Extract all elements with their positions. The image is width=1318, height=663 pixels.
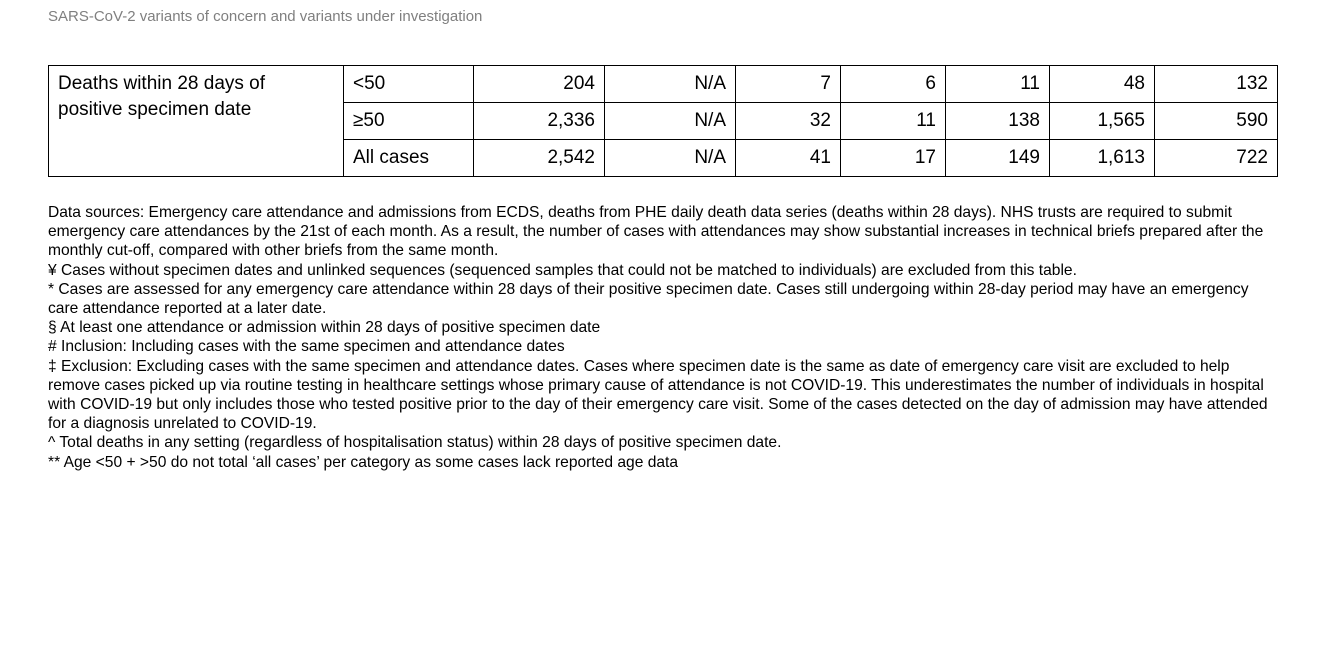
- value-cell: N/A: [605, 66, 736, 103]
- row-header-deaths: Deaths within 28 days of positive specimen date: [49, 66, 344, 177]
- page-header: SARS-CoV-2 variants of concern and variants under investigation: [48, 8, 483, 25]
- footnote-caret: ^ Total deaths in any setting (regardless of hospitalisation status) within 28 days of positive specimen date.: [48, 434, 782, 452]
- value-cell: 590: [1155, 103, 1278, 140]
- value-cell: 32: [736, 103, 841, 140]
- value-cell: 6: [841, 66, 946, 103]
- value-cell: N/A: [605, 140, 736, 177]
- value-cell: 7: [736, 66, 841, 103]
- value-cell: 2,542: [474, 140, 605, 177]
- value-cell: 48: [1050, 66, 1155, 103]
- value-cell: 149: [946, 140, 1050, 177]
- value-cell: 138: [946, 103, 1050, 140]
- value-cell: 1,565: [1050, 103, 1155, 140]
- age-group-cell: <50: [344, 66, 474, 103]
- footnotes: [48, 203, 1278, 472]
- age-group-cell: All cases: [344, 140, 474, 177]
- value-cell: 2,336: [474, 103, 605, 140]
- value-cell: 11: [841, 103, 946, 140]
- value-cell: 1,613: [1050, 140, 1155, 177]
- value-cell: 41: [736, 140, 841, 177]
- value-cell: 17: [841, 140, 946, 177]
- value-cell: N/A: [605, 103, 736, 140]
- footnote-asterisk: * Cases are assessed for any emergency care attendance within 28 days of their positive specimen date. Cases still undergoing within 28-day period may have an emergency care attendance reported at a later date.: [48, 280, 1249, 318]
- value-cell: 132: [1155, 66, 1278, 103]
- footnote-hash: # Inclusion: Including cases with the same specimen and attendance dates: [48, 338, 565, 356]
- value-cell: 722: [1155, 140, 1278, 177]
- footnote-double-dagger: ‡ Exclusion: Excluding cases with the same specimen and attendance dates. Cases where specimen date is the same as date of emergency care visit are excluded to help remove cases picked up via routine testing in healthcare settings whose primary cause of attendance is not COVID-19. This underestimates the number of individuals in hospital with COVID-19 but only includes those who tested positive prior to the day of their emergency care visit. Some of the cases detected on the day of admission may have attended for a diagnosis unrelated to COVID-19.: [48, 357, 1268, 433]
- footnote-data-sources: Data sources: Emergency care attendance and admissions from ECDS, deaths from PHE daily death data series (deaths within 28 days). NHS trusts are required to submit emergency care attendances by the 21st of each month. As a result, the number of cases with attendances may show substantial increases in technical briefs prepared after the monthly cut-off, compared with other briefs from the same month.: [48, 204, 1264, 260]
- deaths-table: [48, 65, 1278, 177]
- age-group-cell: ≥50: [344, 103, 474, 140]
- table-row: [49, 66, 1278, 103]
- footnote-yen: ¥ Cases without specimen dates and unlinked sequences (sequenced samples that could not be matched to individuals) are excluded from this table.: [48, 261, 1077, 279]
- footnote-double-asterisk: ** Age <50 + >50 do not total ‘all cases’ per category as some cases lack reported age data: [48, 453, 679, 471]
- value-cell: 11: [946, 66, 1050, 103]
- footnote-section: § At least one attendance or admission within 28 days of positive specimen date: [48, 319, 601, 337]
- value-cell: 204: [474, 66, 605, 103]
